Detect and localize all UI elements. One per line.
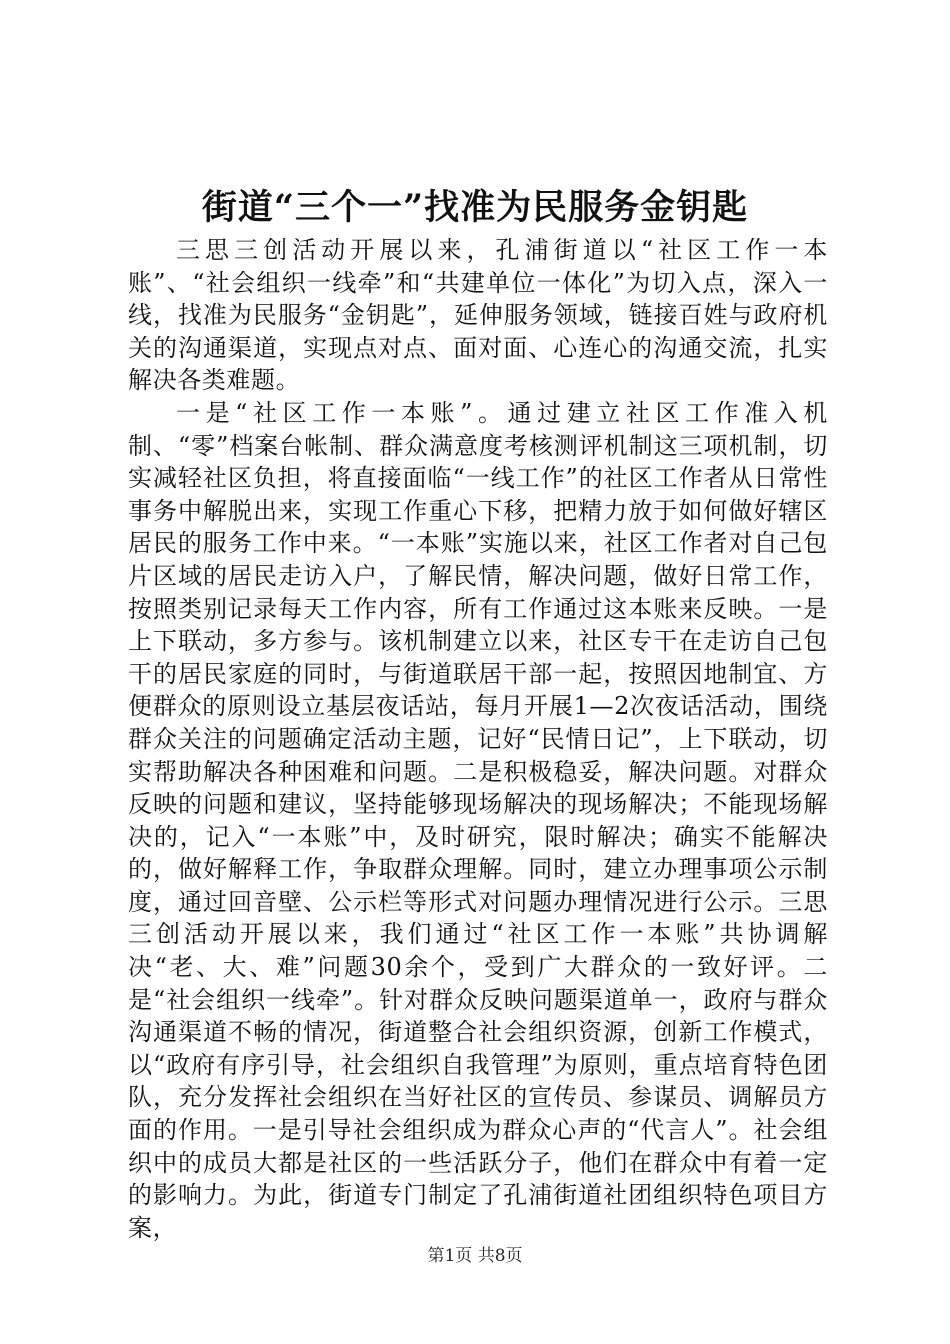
document-body bbox=[128, 234, 828, 1244]
page-footer: 第1页 共8页 bbox=[427, 1246, 523, 1266]
paragraph-community-account: 一是“社区工作一本账”。通过建立社区工作准入机制、“零”档案台帐制、群众满意度考核测评机制这三项机制，切实减轻社区负担，将直接面临“一线工作”的社区工作者从日常性事务中解脱出来，实现工作重心下移，把精力放于如何做好辖区居民的服务工作中来。“一本账”实施以来，社区工作者对自己包片区域的居民走访入户，了解民情，解决问题，做好日常工作，按照类别记录每天工作内容，所有工作通过这本账来反映。一是上下联动，多方参与。该机制建立以来，社区专干在走访自己包干的居民家庭的同时，与街道联居干部一起，按照因地制宜、方便群众的原则设立基层夜话站，每月开展1—2次夜话活动，围绕群众关注的问题确定活动主题，记好“民情日记”，上下联动，切实帮助解决各种困难和问题。二是积极稳妥，解决问题。对群众反映的问题和建议，坚持能够现场解决的现场解决；不能现场解决的，记入“一本账”中，及时研究，限时解决；确实不能解决的，做好解释工作，争取群众理解。同时，建立办理事项公示制度，通过回音壁、公示栏等形式对问题办理情况进行公示。三思三创活动开展以来，我们通过“社区工作一本账”共协调解决“老、大、难”问题30余个，受到广大群众的一致好评。二是“社会组织一线牵”。针对群众反映问题渠道单一，政府与群众沟通渠道不畅的情况，街道整合社会组织资源，创新工作模式，以“政府有序引导，社会组织自我管理”为原则，重点培育特色团队，充分发挥社会组织在当好社区的宣传员、参谋员、调解员方面的作用。一是引导社会组织成为群众心声的“代言人”。社会组织中的成员大都是社区的一些活跃分子，他们在群众中有着一定的影响力。为此，街道专门制定了孔浦街道社团组织特色项目方案， bbox=[128, 398, 828, 1242]
paragraph-intro: 三思三创活动开展以来，孔浦街道以“社区工作一本账”、“社会组织一线牵”和“共建单位一体化”为切入点，深入一线，找准为民服务“金钥匙”，延伸服务领域，链接百姓与政府机关的沟通渠道，实现点对点、面对面、心连心的沟通交流，扎实解决各类难题。 bbox=[128, 236, 828, 395]
document-title: 街道“三个一”找准为民服务金钥匙 bbox=[201, 187, 749, 228]
